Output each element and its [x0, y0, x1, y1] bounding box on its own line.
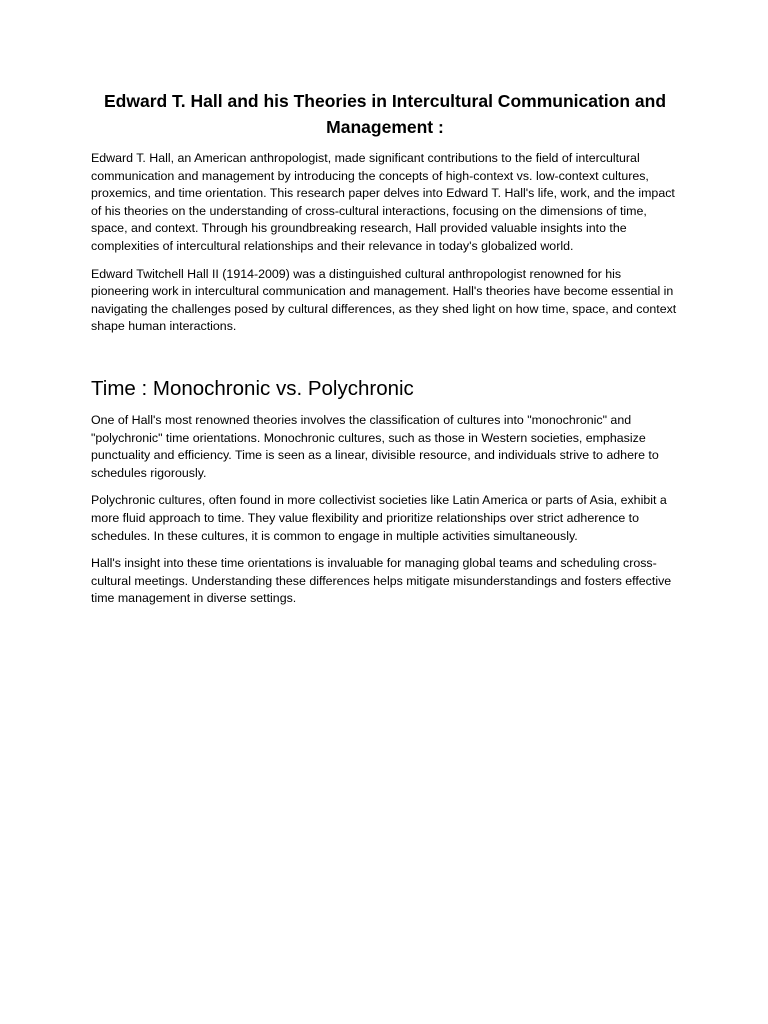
section-paragraph-2: Polychronic cultures, often found in more collectivist societies like Latin America or parts of Asia, exhibit a more fluid approach to time. They value flexibility and prioritize relationships over strict adherence to schedules. In these cultures, it is common to engage in multiple activities simultaneously.	[91, 493, 667, 543]
intro-paragraph-2: Edward Twitchell Hall II (1914-2009) was a distinguished cultural anthropologist renowned for his pioneering work in intercultural communication and management. Hall's theories have become essential in navigating the challenges posed by cultural differences, as they shed light on how time, space, and context shape human interactions.	[91, 266, 677, 334]
section-heading-time: Time : Monochronic vs. Polychronic	[91, 376, 414, 400]
document-page	[91, 88, 679, 608]
document-title: Edward T. Hall and his Theories in Intercultural Communication and Management :	[103, 91, 667, 137]
section-paragraph-3: Hall's insight into these time orientations is invaluable for managing global teams and scheduling cross-cultural meetings. Understanding these differences helps mitigate misunderstandings and fosters effective time management in diverse settings.	[91, 556, 672, 606]
section-paragraph-1: One of Hall's most renowned theories involves the classification of cultures into "monochronic" and "polychronic" time orientations. Monochronic cultures, such as those in Western societies, emphasize punctuality and efficiency. Time is seen as a linear, divisible resource, and individuals strive to adhere to schedules rigorously.	[91, 412, 659, 480]
intro-paragraph-1: Edward T. Hall, an American anthropologist, made significant contributions to the field of intercultural communication and management by introducing the concepts of high-context vs. low-context cultures, proxemics, and time orientation. This research paper delves into Edward T. Hall's life, work, and the impact of his theories on the understanding of cross-cultural interactions, focusing on the dimensions of time, space, and context. Through his groundbreaking research, Hall provided valuable insights into the complexities of intercultural relationships and their relevance in today's globalized world.	[91, 151, 675, 253]
